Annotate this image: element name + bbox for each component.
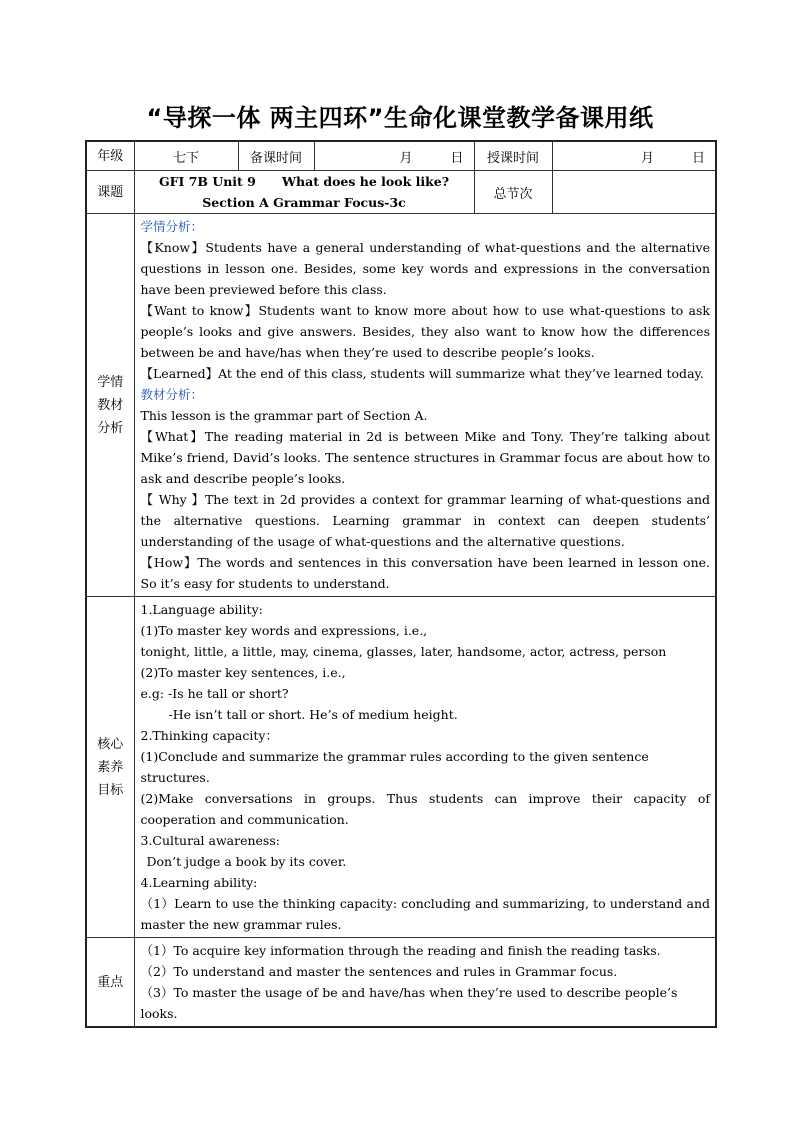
grade-value: 七下: [134, 141, 238, 171]
key-point: （1）To acquire key information through the reading and finish the reading tasks.: [140, 943, 661, 958]
core-line: -He isn’t tall or short. He’s of medium height.: [168, 707, 458, 722]
core-line: (2)To master key sentences, i.e.,: [140, 665, 346, 680]
key-points-label: 重点: [86, 938, 134, 1028]
lesson-plan-table: [85, 140, 717, 1028]
teach-month: 月: [640, 150, 654, 166]
prep-time-label: 备课时间: [238, 141, 314, 171]
total-periods-label: 总节次: [474, 171, 552, 214]
topic-line-1: GFI 7B Unit 9 What does he look like?: [158, 174, 450, 189]
core-line: 3.Cultural awareness:: [140, 833, 280, 848]
student-paragraph: 【Know】Students have a general understanding of what-questions and the alternative questions in lesson one. Besides, some key words and expressions in the conversation have been previewed before this class.: [140, 240, 710, 297]
material-paragraph: This lesson is the grammar part of Section A.: [140, 408, 428, 423]
analysis-row: [86, 214, 716, 597]
header-row: [86, 141, 716, 171]
teach-time-value: [552, 141, 716, 171]
core-line: (1)To master key words and expressions, i.e.,: [140, 623, 428, 638]
material-analysis-heading: 教材分析：: [140, 387, 204, 402]
core-line: (1)Conclude and summarize the grammar rules according to the given sentence structures.: [140, 749, 649, 785]
core-line: tonight, little, a little, may, cinema, glasses, later, handsome, actor, actress, person: [140, 644, 667, 659]
prep-day: 日: [450, 150, 464, 166]
core-line: 4.Learning ability:: [140, 875, 258, 890]
topic-line-2: Section A Grammar Focus-3c: [202, 195, 406, 210]
student-analysis-heading: 学情分析：: [140, 219, 204, 234]
student-paragraph: 【Want to know】Students want to know more about how to use what-questions to ask people’s looks and give answers. Besides, they also want to know how the differences between be and have/has when they’re used to describe people’s looks.: [140, 303, 710, 360]
core-line: 1.Language ability:: [140, 602, 263, 617]
material-paragraph: 【How】The words and sentences in this conversation have been learned in lesson one. So it’s easy for students to understand.: [140, 555, 710, 591]
material-paragraph: 【 Why 】The text in 2d provides a context for grammar learning of what-questions and the alternative questions. Learning grammar in context can deepen students’ understanding of the usage of what-questions and the alternative questions.: [140, 492, 710, 549]
core-line: 2.Thinking capacity：: [140, 728, 278, 743]
analysis-content: [134, 214, 716, 597]
total-periods-value: [552, 171, 716, 214]
core-content: [134, 597, 716, 938]
key-point: （2）To understand and master the sentences and rules in Grammar focus.: [140, 964, 618, 979]
page-title: “导探一体 两主四环”生命化课堂教学备课用纸: [146, 104, 654, 132]
teach-time-label: 授课时间: [474, 141, 552, 171]
key-points-content: [134, 938, 716, 1028]
analysis-label: 学情教材分析: [86, 214, 134, 597]
topic-value: [134, 171, 474, 214]
prep-time-value: [314, 141, 474, 171]
material-paragraph: 【What】The reading material in 2d is between Mike and Tony. They’re talking about Mike’s friend, David’s looks. The sentence structures in Grammar focus are about how to ask and describe people’s looks.: [140, 429, 710, 486]
core-line: (2)Make conversations in groups. Thus students can improve their capacity of cooperation and communication.: [140, 791, 710, 827]
topic-label: 课题: [86, 171, 134, 214]
core-row: [86, 597, 716, 938]
teach-day: 日: [691, 150, 705, 166]
prep-month: 月: [399, 150, 413, 166]
grade-label: 年级: [86, 141, 134, 171]
topic-row: [86, 171, 716, 214]
core-label: 核心素养目标: [86, 597, 134, 938]
student-paragraph: 【Learned】At the end of this class, students will summarize what they’ve learned today.: [140, 366, 704, 381]
core-line: e.g: -Is he tall or short?: [140, 686, 289, 701]
core-line: （1）Learn to use the thinking capacity: concluding and summarizing, to understand and master the new grammar rules.: [140, 896, 710, 932]
key-point: （3）To master the usage of be and have/has when they’re used to describe people’s looks.: [140, 985, 678, 1021]
core-line: Don’t judge a book by its cover.: [146, 854, 347, 869]
key-points-row: [86, 938, 716, 1028]
